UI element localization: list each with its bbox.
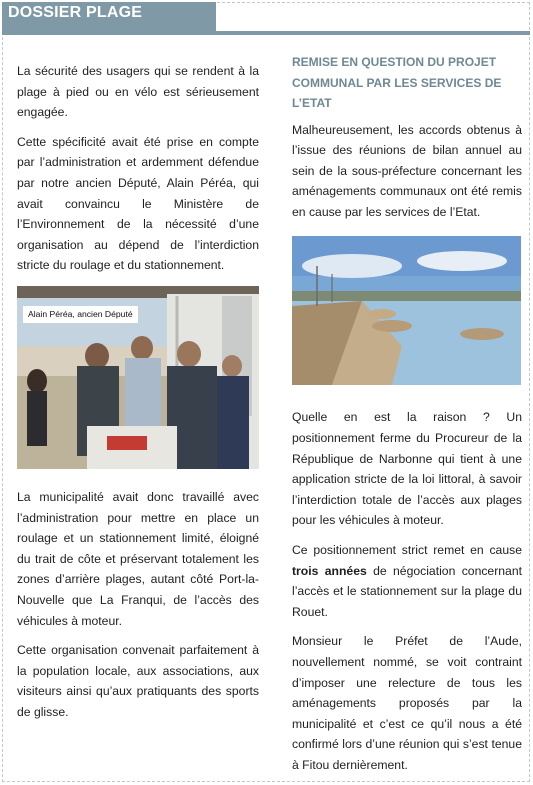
right-paragraph-3	[292, 540, 522, 622]
meeting-photo	[17, 286, 259, 469]
right-paragraph-3-emphasis: trois années	[292, 563, 367, 578]
left-paragraph-4: Cette organisation convenait parfaitement à la population locale, aux associations, aux visiteurs ainsi qu’aux pratiquants des sports de glisse.	[17, 643, 259, 719]
right-paragraph-1: Malheureusement, les accords obtenus à l’issue des réunions de bilan annuel au sein de la sous-préfecture concernant les aménagements communaux ont été remis en cause par les services de l’Etat.	[292, 122, 522, 219]
beach-photo-image	[292, 236, 521, 385]
section-title: REMISE EN QUESTION DU PROJET COMMUNAL PAR LES SERVICES DE L’ETAT	[292, 55, 502, 110]
header-bar	[2, 2, 530, 35]
right-paragraph-4: Monsieur le Préfet de l’Aude, nouvellement nommé, se voit contraint d’imposer une relecture de tous les aménagements proposés par la municipalité et c’est ce qu’il nous a été confirmé lors d’une réunion qui s’est tenue à Fitou dernièrement.	[292, 634, 522, 772]
page-title: DOSSIER PLAGE	[8, 4, 143, 21]
beach-photo	[292, 236, 521, 385]
header-tab	[2, 2, 216, 31]
right-paragraph-3-end: de négociation concernant l’accès et le stationnement sur la plage du Rouet.	[292, 563, 522, 619]
left-paragraph-2: Cette spécificité avait été prise en compte par l’administration et ardemment défendue par notre ancien Député, Alain Péréa, qui avait convaincu le Ministère de l’Environnement de la nécessité d’une organisation au dépend de l’interdiction stricte du roulage et du stationnement.	[17, 134, 259, 273]
right-paragraph-3-start: Ce positionnement strict remet en cause	[292, 543, 522, 558]
right-column	[292, 52, 522, 785]
right-paragraph-2: Quelle en est la raison ? Un positionnement ferme du Procureur de la République de Narbonne qui tient à une application stricte de la loi littoral, à savoir l’interdiction totale de l’accès aux plages pour les véhicules à moteur.	[292, 410, 522, 528]
left-paragraph-3: La municipalité avait donc travaillé avec l’administration pour mettre en place un roulage et un stationnement limité, éloigné du trait de côte et préservant totalement les zones d’arrière plages, autant côté Port-la-Nouvelle que La Franqui, de l’accès des véhicules à moteur.	[17, 489, 259, 628]
photo-caption: Alain Péréa, ancien Député	[23, 306, 138, 323]
left-column	[17, 61, 259, 731]
left-paragraph-1: La sécurité des usagers qui se rendent à la plage à pied ou en vélo est sérieusement engagée.	[17, 64, 259, 120]
